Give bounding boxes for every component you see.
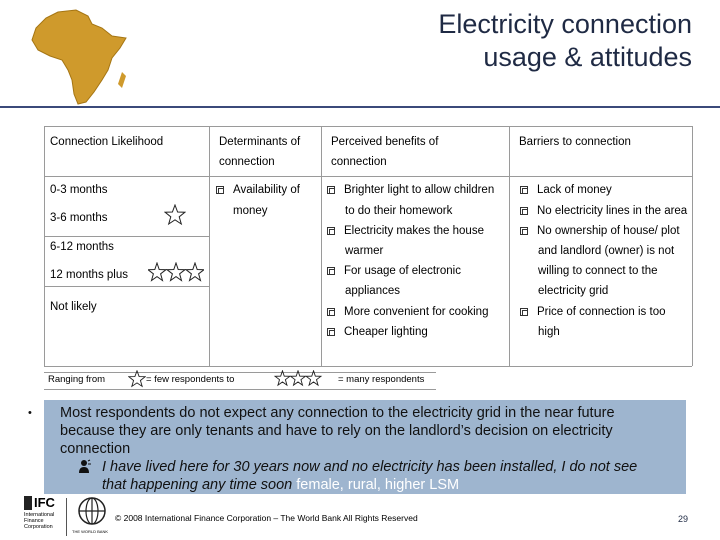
likelihood-6-12-months: 6-12 months <box>50 241 114 253</box>
checkbox-bullet-icon <box>327 308 335 316</box>
likelihood-3-6-months: 3-6 months <box>50 212 108 224</box>
benefit-item-3: For usage of electronic <box>327 261 461 281</box>
quote-line-2: that happening any time soon female, rural, higher LSM <box>102 477 460 493</box>
header-connection-likelihood: Connection Likelihood <box>50 136 164 148</box>
checkbox-bullet-icon <box>520 186 528 194</box>
checkbox-bullet-icon <box>520 227 528 235</box>
table-divider-3 <box>509 126 510 366</box>
benefit-item-4: More convenient for cooking <box>327 302 488 322</box>
summary-line-1: Most respondents do not expect any connection to the electricity grid in the near future <box>60 405 615 421</box>
barrier-item-2: No electricity lines in the area <box>520 201 687 221</box>
title-line-1: Electricity connection <box>438 9 692 39</box>
checkbox-bullet-icon <box>327 267 335 275</box>
summary-line-3: connection <box>60 441 131 457</box>
three-stars-icon <box>148 262 204 284</box>
header-determinants-line2: connection <box>219 156 275 168</box>
barrier-item-1: Lack of money <box>520 180 612 200</box>
world-bank-wordmark: THE WORLD BANK <box>72 529 109 534</box>
world-bank-logo <box>72 496 112 536</box>
quote-line-1: I have lived here for 30 years now and no electricity has been installed, I do not see <box>102 459 638 475</box>
summary-box <box>28 400 686 494</box>
summary-line-2: because they are only tenants and have to rely on the landlord’s decision on electricity <box>60 423 613 439</box>
barrier-item-3-cont-3: electricity grid <box>538 285 609 297</box>
ifc-emblem-icon <box>24 496 32 510</box>
barrier-item-4-cont: high <box>538 326 560 338</box>
footer-copyright: © 2008 International Finance Corporation – The World Bank All Rights Reserved <box>115 513 418 523</box>
determinant-item: Availability of <box>216 180 300 200</box>
benefit-item-3-cont: appliances <box>345 285 400 297</box>
legend-ranging-from: Ranging from <box>48 374 106 385</box>
benefit-item-2: Electricity makes the house <box>327 221 484 241</box>
table-left-border <box>44 126 45 366</box>
summary-bullet: • <box>28 407 32 419</box>
determinant-item-cont: money <box>233 205 268 217</box>
benefit-item-5: Cheaper lighting <box>327 322 428 342</box>
table-right-border <box>692 126 693 366</box>
barrier-item-3-cont-2: willing to connect to the <box>538 265 658 277</box>
three-stars-icon <box>270 370 326 388</box>
africa-map-icon <box>28 8 133 108</box>
star-icon <box>128 370 146 388</box>
barrier-item-4: Price of connection is too <box>520 302 666 322</box>
speaker-icon <box>78 459 91 474</box>
header-benefits-line1: Perceived benefits of <box>331 136 439 148</box>
checkbox-bullet-icon <box>327 186 335 194</box>
quote-attribution: female, rural, higher LSM <box>296 477 460 493</box>
checkbox-bullet-icon <box>520 308 528 316</box>
likelihood-12-months-plus: 12 months plus <box>50 269 128 281</box>
ifc-subtext: International Finance Corporation <box>24 512 55 530</box>
ifc-wordmark: IFC <box>34 495 55 510</box>
header-rule <box>0 106 720 108</box>
table-divider-1 <box>209 126 210 366</box>
likelihood-not-likely: Not likely <box>50 301 97 313</box>
table-top-rule <box>44 126 692 127</box>
benefit-item-1: Brighter light to allow children <box>327 180 494 200</box>
title-line-2: usage & attitudes <box>483 42 692 72</box>
legend-many: = many respondents <box>338 374 425 385</box>
checkbox-bullet-icon <box>520 207 528 215</box>
checkbox-bullet-icon <box>216 186 224 194</box>
table-header-rule <box>44 176 692 177</box>
header-determinants-line1: Determinants of <box>219 136 301 148</box>
benefit-item-1-cont: to do their homework <box>345 205 453 217</box>
likelihood-row-rule-2 <box>44 286 209 287</box>
checkbox-bullet-icon <box>327 227 335 235</box>
ifc-logo <box>24 496 64 536</box>
table-bottom-rule <box>44 366 692 367</box>
benefit-item-2-cont: warmer <box>345 245 384 257</box>
logo-divider <box>66 498 67 536</box>
globe-icon <box>77 496 107 526</box>
star-icon <box>164 204 186 226</box>
legend-few: = few respondents to <box>146 374 235 385</box>
barrier-item-3-cont-1: and landlord (owner) is not <box>538 245 675 257</box>
header-benefits-line2: connection <box>331 156 387 168</box>
likelihood-0-3-months: 0-3 months <box>50 184 108 196</box>
page-number: 29 <box>678 514 689 524</box>
checkbox-bullet-icon <box>327 328 335 336</box>
page-title <box>438 8 692 74</box>
barrier-item-3: No ownership of house/ plot <box>520 221 680 241</box>
table-divider-2 <box>321 126 322 366</box>
header-barriers: Barriers to connection <box>519 136 631 148</box>
